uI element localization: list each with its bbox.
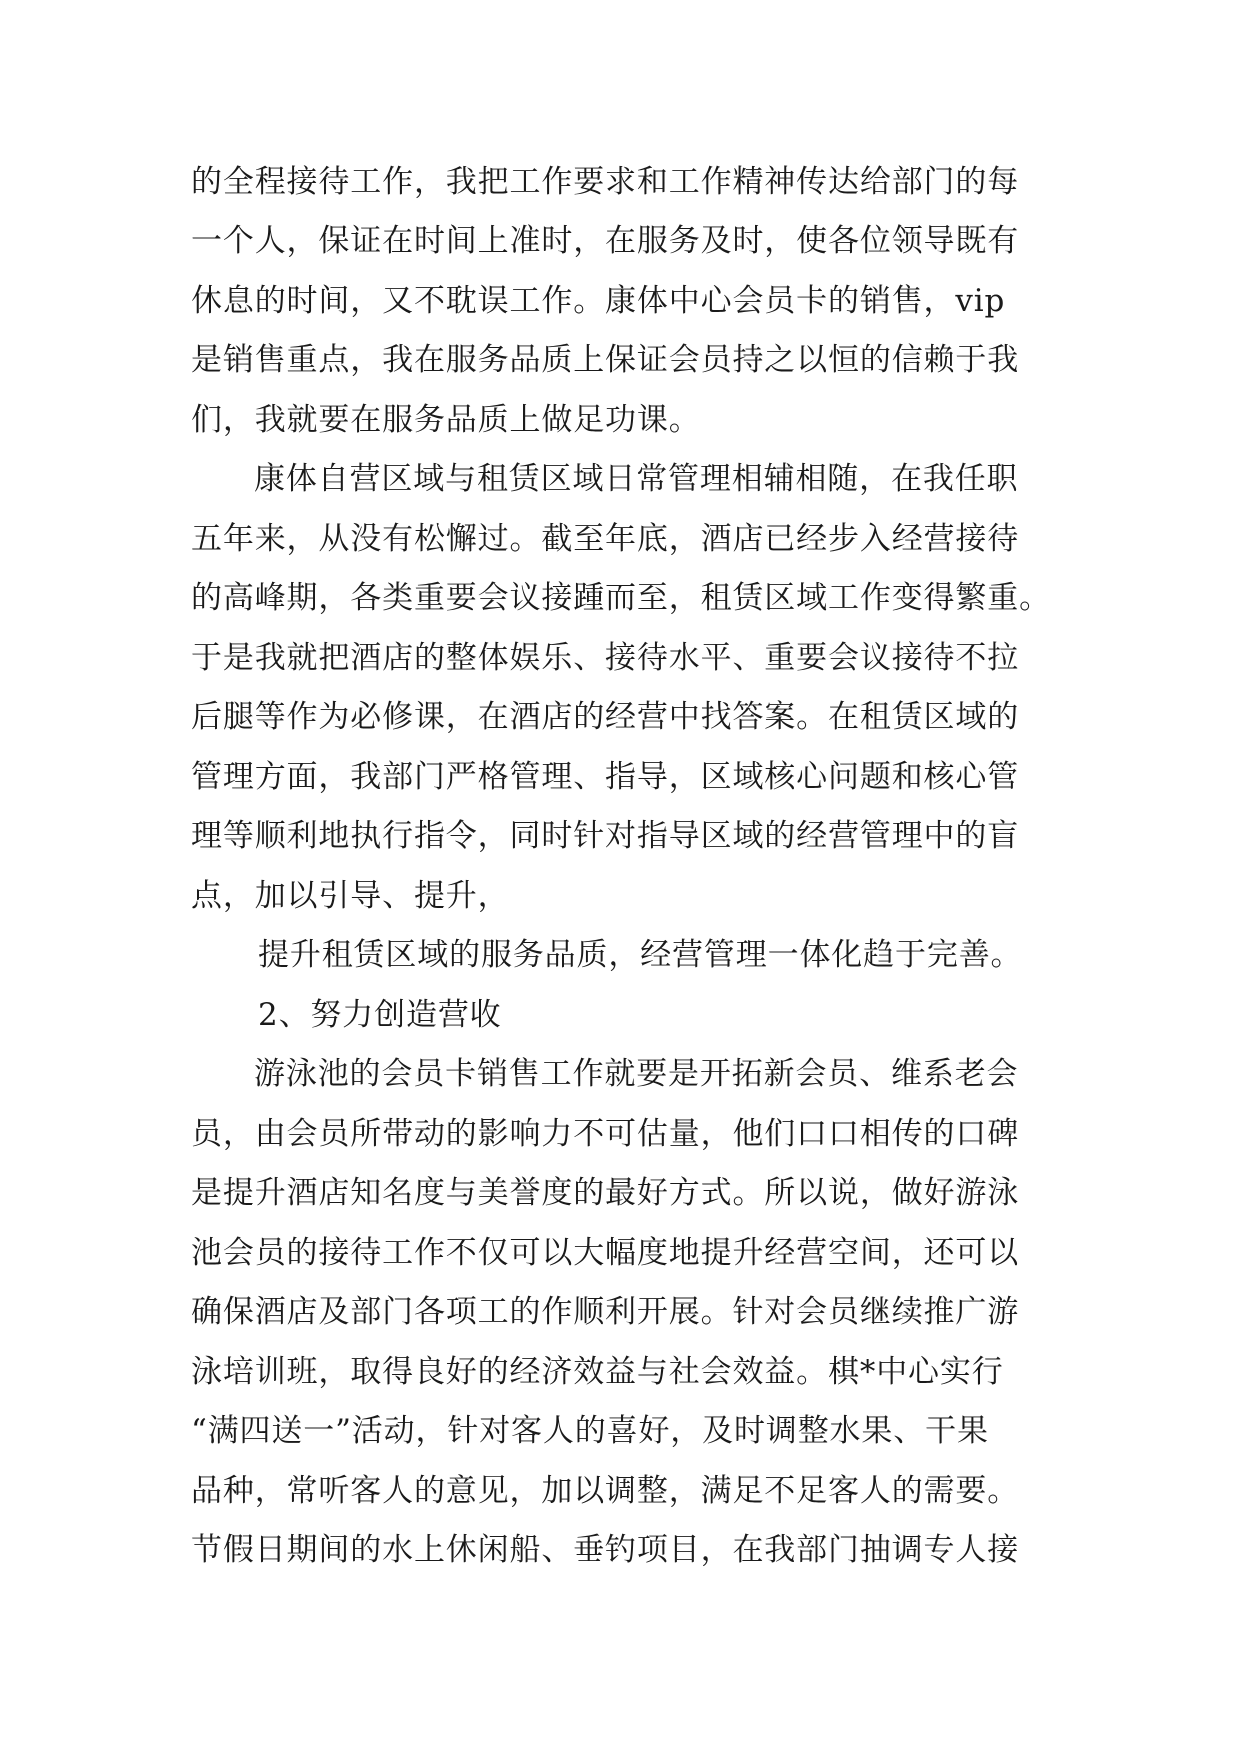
text-line: 于是我就把酒店的整体娱乐、接待水平、重要会议接待不拉 bbox=[191, 640, 1020, 676]
text-line: 员，由会员所带动的影响力不可估量，他们口口相传的口碑 bbox=[191, 1116, 1020, 1152]
text-line: 后腿等作为必修课，在酒店的经营中找答案。在租赁区域的 bbox=[191, 699, 1020, 735]
text-line: 泳培训班，取得良好的经济效益与社会效益。棋*中心实行 bbox=[191, 1354, 1004, 1390]
text-line: 点，加以引导、提升， bbox=[191, 878, 510, 914]
text-line: 的高峰期，各类重要会议接踵而至，租赁区域工作变得繁重。 bbox=[191, 580, 1051, 616]
text-line: 游泳池的会员卡销售工作就要是开拓新会员、维系老会 bbox=[254, 1056, 1019, 1092]
text-line: 提升租赁区域的服务品质，经营管理一体化趋于完善。 bbox=[258, 937, 1023, 973]
text-line: 休息的时间，又不耽误工作。康体中心会员卡的销售，vip bbox=[191, 283, 1006, 319]
text-line: 节假日期间的水上休闲船、垂钓项目，在我部门抽调专人接 bbox=[191, 1532, 1020, 1568]
text-line: 理等顺利地执行指令，同时针对指导区域的经营管理中的盲 bbox=[191, 818, 1020, 854]
text-line: 是销售重点，我在服务品质上保证会员持之以恒的信赖于我 bbox=[191, 342, 1020, 378]
section-heading: 2、努力创造营收 bbox=[258, 997, 502, 1033]
text-line: 五年来，从没有松懈过。截至年底，酒店已经步入经营接待 bbox=[191, 521, 1020, 557]
text-line: 管理方面，我部门严格管理、指导，区域核心问题和核心管 bbox=[191, 759, 1020, 795]
text-line: 康体自营区域与租赁区域日常管理相辅相随，在我任职 bbox=[254, 461, 1019, 497]
text-line: 池会员的接待工作不仅可以大幅度地提升经营空间，还可以 bbox=[191, 1235, 1020, 1271]
text-line: 的全程接待工作，我把工作要求和工作精神传达给部门的每 bbox=[191, 164, 1020, 200]
text-line: 品种，常听客人的意见，加以调整，满足不足客人的需要。 bbox=[191, 1473, 1020, 1509]
text-line: 是提升酒店知名度与美誉度的最好方式。所以说，做好游泳 bbox=[191, 1175, 1020, 1211]
text-line: 们，我就要在服务品质上做足功课。 bbox=[191, 402, 701, 438]
text-line: 确保酒店及部门各项工的作顺利开展。针对会员继续推广游 bbox=[191, 1294, 1020, 1330]
text-line: 一个人，保证在时间上准时，在服务及时，使各位领导既有 bbox=[191, 223, 1020, 259]
text-line: “满四送一”活动，针对客人的喜好，及时调整水果、干果 bbox=[191, 1413, 989, 1449]
